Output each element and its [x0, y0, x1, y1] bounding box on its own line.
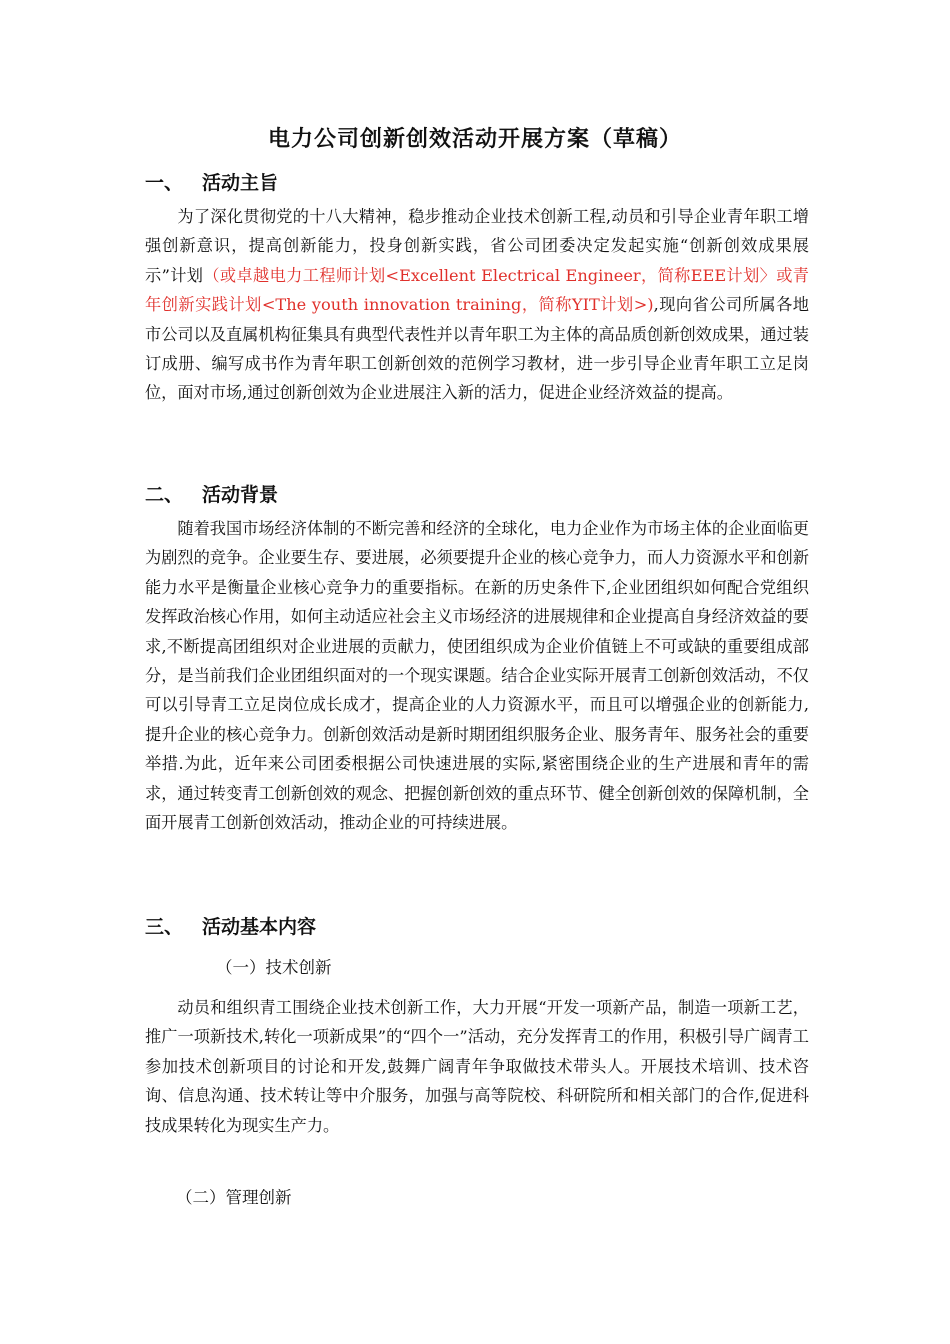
paragraph-text: ,现向省公司所属各地市公司以及直属机构征集具有典型代表性并以青年职工为主体的高品质创新创效成果，通过装订成册、编写成书作为青年职工创新创效的范例学习教材，进一步引导企业青年职工立足岗位，面对市场,通过创新创效为企业进展注入新的活力，促进企业经济效益的提高。 — [145, 295, 809, 403]
section-title: 活动主旨 — [202, 172, 279, 194]
section-heading-3 — [145, 912, 316, 939]
section-title: 活动基本内容 — [202, 916, 317, 938]
paragraph-background: 随着我国市场经济体制的不断完善和经济的全球化，电力企业作为市场主体的企业面临更为剧烈的竞争。企业要生存、要进展，必须要提升企业的核心竞争力，而人力资源水平和创新能力水平是衡量企业核心竞争力的重要指标。在新的历史条件下,企业团组织如何配合党组织发挥政治核心作用，如何主动适应社会主义市场经济的进展规律和企业提高自身经济效益的要求,不断提高团组织对企业进展的贡献力，使团组织成为企业价值链上不可或缺的重要组成部分，是当前我们企业团组织面对的一个现实课题。结合企业实际开展青工创新创效活动，不仅可以引导青工立足岗位成长成才，提高企业的人力资源水平，而且可以增强企业的创新能力,提升企业的核心竞争力。创新创效活动是新时期团组织服务企业、服务青年、服务社会的重要举措.为此，近年来公司团委根据公司快速进展的实际,紧密围绕企业的生产进展和青年的需求，通过转变青工创新创效的观念、把握创新创效的重点环节、健全创新创效的保障机制，全面开展青工创新创效活动，推动企业的可持续进展。 — [145, 519, 809, 833]
subsection-management-innovation: （二）管理创新 — [176, 1188, 292, 1207]
section-number: 一、 — [145, 172, 184, 194]
paragraph-tech-innovation: 动员和组织青工围绕企业技术创新工作，大力开展“开发一项新产品，制造一项新工艺，推广一项新技术,转化一项新成果”的“四个一”活动，充分发挥青工的作用，积极引导广阔青工参加技术创新项目的讨论和开发,鼓舞广阔青年争取做技术带头人。开展技术培训、技术咨询、信息沟通、技术转让等中介服务，加强与高等院校、科研院所和相关部门的合作,促进科技成果转化为现实生产力。 — [145, 998, 809, 1135]
paragraph-text: 为了深化贯彻党的十八大精神，稳步推动企业技术创新工程,动员和引导企业青年职工增强创新意识，提高创新能力，投身创新实践，省公司团委决定发起实施“创新创效成果展示”计划 — [145, 207, 809, 285]
highlighted-plan-names: （或卓越电力工程师计划<Excellent Electrical Engineer，简称EEE计划〉或青年创新实践计划<The youth innovation training，简称YIT计划>) — [145, 265, 809, 315]
document-title: 电力公司创新创效活动开展方案（草稿） — [267, 127, 682, 152]
section-number: 二、 — [145, 484, 184, 506]
section-title: 活动背景 — [202, 484, 279, 506]
paragraph-purpose — [145, 202, 809, 408]
section-number: 三、 — [145, 916, 184, 938]
subsection-tech-innovation: （一）技术创新 — [216, 958, 332, 977]
section-heading-1 — [145, 168, 278, 195]
section-heading-2 — [145, 480, 278, 507]
